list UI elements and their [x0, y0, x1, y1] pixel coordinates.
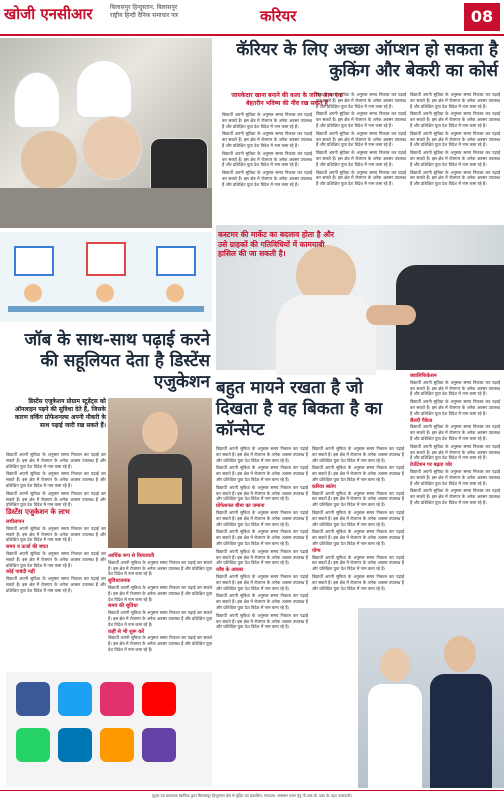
app-icon: [100, 728, 134, 762]
newspaper-logo: खोजी एनसीआर: [4, 5, 93, 23]
app-icon: [142, 682, 176, 716]
story-2-right-column: [410, 372, 500, 602]
dateline: [110, 4, 178, 20]
paragraph: विद्यार्थी अपनी सुविधा के अनुसार समय निकाल कर पढ़ाई कर सकते हैं। इस क्षेत्र में रोजगार के अनेक अवसर उपलब्ध हैं और प्रशिक्षित युवा देश विदेश में नाम कमा रहे हैं।: [316, 92, 406, 109]
paragraph: विद्यार्थी अपनी सुविधा के अनुसार समय निकाल कर पढ़ाई कर सकते हैं। इस क्षेत्र में रोजगार के अनेक अवसर उपलब्ध हैं और प्रशिक्षित युवा देश विदेश में नाम कमा रहे हैं।: [312, 554, 404, 572]
paragraph: विद्यार्थी अपनी सुविधा के अनुसार समय निकाल कर पढ़ाई कर सकते हैं। इस क्षेत्र में रोजगार के अनेक अवसर उपलब्ध हैं और प्रशिक्षित युवा देश विदेश में नाम कमा रहे हैं।: [222, 170, 312, 187]
student-face: [142, 412, 178, 452]
paragraph: विद्यार्थी अपनी सुविधा के अनुसार समय निकाल कर पढ़ाई कर सकते हैं। इस क्षेत्र में रोजगार के अनेक अवसर उपलब्ध हैं और प्रशिक्षित युवा देश विदेश में नाम कमा रहे हैं।: [312, 446, 404, 463]
subhead-eligibility: योग्य: [312, 547, 321, 554]
paragraph: विद्यार्थी अपनी सुविधा के अनुसार समय निकाल कर पढ़ाई कर सकते हैं। इस क्षेत्र में रोजगार के अनेक अवसर उपलब्ध हैं और प्रशिक्षित युवा देश विदेश में नाम कमा रहे हैं।: [312, 490, 404, 508]
handshake-hands: [366, 305, 416, 325]
laptop-icon: [156, 246, 196, 276]
paragraph: विद्यार्थी अपनी सुविधा के अनुसार समय निकाल कर पढ़ाई कर सकते हैं। इस क्षेत्र में रोजगार के अनेक अवसर उपलब्ध हैं और प्रशिक्षित युवा देश विदेश में नाम कमा रहे हैं।: [410, 424, 500, 441]
app-icon: [142, 728, 176, 762]
footer-imprint: मुद्रक एवं प्रकाशक स्वामित्व द्वारा बिलासपुर हिन्दुस्तान प्रेस से मुद्रित एवं प्रकाशित, संपादक: समाचार चयन हेतु पी.आर.बी. एक्ट के तहत उत्तरदायी।: [0, 790, 504, 800]
app-icon: [58, 728, 92, 762]
paragraph: विद्यार्थी अपनी सुविधा के अनुसार समय निकाल कर पढ़ाई कर सकते हैं। इस क्षेत्र में रोजगार के अनेक अवसर उपलब्ध हैं और प्रशिक्षित युवा देश विदेश में नाम कमा रहे हैं।: [410, 130, 500, 148]
paragraph: विद्यार्थी अपनी सुविधा के अनुसार समय निकाल कर पढ़ाई कर सकते हैं। इस क्षेत्र में रोजगार के अनेक अवसर उपलब्ध हैं और प्रशिक्षित युवा देश विदेश में नाम कमा रहे हैं।: [216, 612, 308, 630]
man-shirt: [276, 295, 376, 375]
paragraph: विद्यार्थी अपनी सुविधा के अनुसार समय निकाल कर पढ़ाई कर सकते हैं। इस क्षेत्र में रोजगार के अनेक अवसर उपलब्ध हैं और प्रशिक्षित युवा देश विदेश में नाम कमा रहे हैं।: [216, 529, 308, 546]
paragraph: विद्यार्थी अपनी सुविधा के अनुसार समय निकाल कर पढ़ाई कर सकते हैं। इस क्षेत्र में रोजगार के अनेक अवसर उपलब्ध हैं और प्रशिक्षित युवा देश विदेश में नाम कमा रहे हैं।: [6, 550, 106, 568]
student-with-books-photo: [108, 398, 212, 548]
paragraph: विद्यार्थी अपनी सुविधा के अनुसार समय निकाल कर पढ़ाई कर सकते हैं। इस क्षेत्र में रोजगार के अनेक अवसर उपलब्ध हैं और प्रशिक्षित युवा देश विदेश में नाम कमा रहे हैं।: [6, 471, 106, 488]
dateline-line-2: राष्ट्रीय हिन्दी दैनिक समाचार पत्र: [110, 12, 178, 19]
paragraph: विद्यार्थी अपनी सुविधा के अनुसार समय निकाल कर पढ़ाई कर सकते हैं। इस क्षेत्र में रोजगार के अनेक अवसर उपलब्ध हैं और प्रशिक्षित युवा देश विदेश में नाम कमा रहे हैं।: [6, 525, 106, 543]
business-couple-photo: [358, 608, 504, 788]
paragraph: विद्यार्थी अपनी सुविधा के अनुसार समय निकाल कर पढ़ाई कर सकते हैं। इस क्षेत्र में रोजगार के अनेक अवसर उपलब्ध हैं और प्रशिक्षित युवा देश विदेश में नाम कमा रहे हैं।: [316, 169, 406, 187]
paragraph: विद्यार्थी अपनी सुविधा के अनुसार समय निकाल कर पढ़ाई कर सकते हैं। इस क्षेत्र में रोजगार के अनेक अवसर उपलब्ध हैं और प्रशिक्षित युवा देश विदेश में नाम कमा रहे हैं।: [216, 509, 308, 527]
paragraph: विद्यार्थी अपनी सुविधा के अनुसार समय निकाल कर पढ़ाई कर सकते हैं। इस क्षेत्र में रोजगार के अनेक अवसर उपलब्ध हैं और प्रशिक्षित युवा देश विदेश में नाम कमा रहे हैं।: [216, 548, 308, 566]
dateline-line-1: बिलासपुर हिन्दुस्तान, बिलासपुर: [110, 4, 178, 11]
subhead-presentation: प्रेजेंटेशन पर बढ़ता जोर: [410, 462, 453, 469]
woman-body: [368, 684, 422, 788]
masthead: [0, 0, 504, 36]
subhead-job-opportunities: जॉब के अवसर: [216, 567, 244, 574]
subhead-saving: समय व ऊर्जा की बचत: [6, 544, 48, 551]
kitchen-counter: [0, 188, 212, 228]
desk-line: [8, 306, 204, 312]
paragraph: विद्यार्थी अपनी सुविधा के अनुसार समय निकाल कर पढ़ाई कर सकते हैं। इस क्षेत्र में रोजगार के अनेक अवसर उपलब्ध हैं और प्रशिक्षित युवा देश विदेश में नाम कमा रहे हैं।: [222, 131, 312, 148]
paragraph: विद्यार्थी अपनी सुविधा के अनुसार समय निकाल कर पढ़ाई कर सकते हैं। इस क्षेत्र में रोजगार के अनेक अवसर उपलब्ध हैं और प्रशिक्षित युवा देश विदेश में नाम कमा रहे हैं।: [222, 150, 312, 168]
story-3-right-column: [108, 552, 212, 668]
paragraph: विद्यार्थी अपनी सुविधा के अनुसार समय निकाल कर पढ़ाई कर सकते हैं। इस क्षेत्र में रोजगार के अनेक अवसर उपलब्ध हैं और प्रशिक्षित युवा देश विदेश में नाम कमा रहे हैं।: [216, 465, 308, 482]
paragraph: विद्यार्थी अपनी सुविधा के अनुसार समय निकाल कर पढ़ाई कर सकते हैं। इस क्षेत्र में रोजगार के अनेक अवसर उपलब्ध हैं और प्रशिक्षित युवा देश विदेश में नाम कमा रहे हैं।: [410, 399, 500, 416]
paragraph: विद्यार्थी अपनी सुविधा के अनुसार समय निकाल कर पढ़ाई कर सकते हैं। इस क्षेत्र में रोजगार के अनेक अवसर उपलब्ध हैं और प्रशिक्षित युवा देश विदेश में नाम कमा रहे हैं।: [312, 573, 404, 591]
story-1-highlight: जायकेदार खाना बनाने की कला के जरिए आप एक बेहतरीन भविष्य की नींव रख सकते हैं: [231, 92, 343, 107]
benefits-box-title: डिस्टेंस एजुकेशन के लाभ: [6, 508, 70, 516]
story-3-lead: डिस्टेंस एजुकेशन प्रोग्राम स्टूडेंट्स को ऑनलाइन पढ़ने की सुविधा देते हैं, जिसके कारण वर्किंग प्रोफेशनल्स अपनी नौकरी के साथ पढ़ाई जारी रख सकते हैं।: [14, 398, 106, 429]
page-number: 08: [464, 3, 500, 31]
subhead-no-restriction: कोई पाबंदी नहीं: [6, 569, 35, 576]
paragraph: विद्यार्थी अपनी सुविधा के अनुसार समय निकाल कर पढ़ाई कर सकते हैं। इस क्षेत्र में रोजगार के अनेक अवसर उपलब्ध हैं और प्रशिक्षित युवा देश विदेश में नाम कमा रहे हैं।: [410, 150, 500, 167]
subhead-salary: सैलरी पैकेज: [410, 417, 433, 424]
student-icon: [96, 284, 114, 302]
paragraph: विद्यार्थी अपनी सुविधा के अनुसार समय निकाल कर पढ़ाई कर सकते हैं। इस क्षेत्र में रोजगार के अनेक अवसर उपलब्ध हैं और प्रशिक्षित युवा देश विदेश में नाम कमा रहे हैं।: [410, 443, 500, 461]
student-icon: [166, 284, 184, 302]
app-icon: [16, 728, 50, 762]
story-3-left-column: [6, 518, 106, 668]
story-2-headline: बहुत मायने रखता है जो दिखता है वह बिकता है का कॉन्सेप्ट: [216, 378, 383, 440]
story-1-column-2: [316, 92, 406, 222]
paragraph: विद्यार्थी अपनी सुविधा के अनुसार समय निकाल कर पढ़ाई कर सकते हैं। इस क्षेत्र में रोजगार के अनेक अवसर उपलब्ध हैं और प्रशिक्षित युवा देश विदेश में नाम कमा रहे हैं।: [6, 576, 106, 593]
story-3-headline: जॉब के साथ-साथ पढ़ाई करने की सहूलियत देता है डिस्टेंस एजुकेशन: [24, 330, 210, 392]
chef-face-center: [82, 116, 142, 180]
man-face: [444, 636, 476, 672]
paragraph: विद्यार्थी अपनी सुविधा के अनुसार समय निकाल कर पढ़ाई कर सकते हैं। इस क्षेत्र में रोजगार के अनेक अवसर उपलब्ध हैं और प्रशिक्षित युवा देश विदेश में नाम कमा रहे हैं।: [6, 490, 106, 508]
paragraph: विद्यार्थी अपनी सुविधा के अनुसार समय निकाल कर पढ़ाई कर सकते हैं। इस क्षेत्र में रोजगार के अनेक अवसर उपलब्ध हैं और प्रशिक्षित युवा देश विदेश में नाम कमा रहे हैं।: [410, 169, 500, 187]
app-icons-photo: [6, 672, 212, 786]
paragraph: विद्यार्थी अपनी सुविधा के अनुसार समय निकाल कर पढ़ाई कर सकते हैं। इस क्षेत्र में रोजगार के अनेक अवसर उपलब्ध हैं और प्रशिक्षित युवा देश विदेश में नाम कमा रहे हैं।: [410, 468, 500, 486]
chefs-kitchen-photo: [0, 38, 212, 228]
woman-face: [380, 648, 410, 682]
paragraph: विद्यार्थी अपनी सुविधा के अनुसार समय निकाल कर पढ़ाई कर सकते हैं। इस क्षेत्र में रोजगार के अनेक अवसर उपलब्ध हैं और प्रशिक्षित युवा देश विदेश में नाम कमा रहे हैं।: [410, 111, 500, 128]
laptop-icon: [14, 246, 54, 276]
online-learning-illustration: [0, 232, 212, 322]
paragraph: विद्यार्थी अपनी सुविधा के अनुसार समय निकाल कर पढ़ाई कर सकते हैं। इस क्षेत्र में रोजगार के अनेक अवसर उपलब्ध हैं और प्रशिक्षित युवा देश विदेश में नाम कमा रहे हैं।: [410, 488, 500, 505]
app-icon: [16, 682, 50, 716]
paragraph: विद्यार्थी अपनी सुविधा के अनुसार समय निकाल कर पढ़ाई कर सकते हैं। इस क्षेत्र में रोजगार के अनेक अवसर उपलब्ध हैं और प्रशिक्षित युवा देश विदेश में नाम कमा रहे हैं।: [108, 635, 212, 652]
subhead-start-anywhere: कहीं से भी शुरू करें: [108, 628, 145, 635]
paragraph: विद्यार्थी अपनी सुविधा के अनुसार समय निकाल कर पढ़ाई कर सकते हैं। इस क्षेत्र में रोजगार के अनेक अवसर उपलब्ध हैं और प्रशिक्षित युवा देश विदेश में नाम कमा रहे हैं।: [216, 446, 308, 463]
subhead-time: समय की सुविधा: [108, 603, 138, 610]
chef-hat-center: [76, 60, 132, 118]
story-1-column-1: [222, 112, 312, 222]
paragraph: विद्यार्थी अपनी सुविधा के अनुसार समय निकाल कर पढ़ाई कर सकते हैं। इस क्षेत्र में रोजगार के अनेक अवसर उपलब्ध हैं और प्रशिक्षित युवा देश विदेश में नाम कमा रहे हैं।: [410, 379, 500, 397]
app-icon: [100, 682, 134, 716]
subhead-qualification: क्वालिफिकेशन: [410, 373, 437, 379]
paragraph: विद्यार्थी अपनी सुविधा के अनुसार समय निकाल कर पढ़ाई कर सकते हैं। इस क्षेत्र में रोजगार के अनेक अवसर उपलब्ध हैं और प्रशिक्षित युवा देश विदेश में नाम कमा रहे हैं।: [410, 92, 500, 109]
story-1-headline: कॅरियर के लिए अच्छा ऑप्शन हो सकता है कुकिंग और बेकरी का कोर्स: [236, 40, 498, 81]
subhead-insurance: प्रोफेशनल बीमा का जमाना: [216, 503, 265, 510]
paragraph: विद्यार्थी अपनी सुविधा के अनुसार समय निकाल कर पढ़ाई कर सकते हैं। इस क्षेत्र में रोजगार के अनेक अवसर उपलब्ध हैं और प्रशिक्षित युवा देश विदेश में नाम कमा रहे हैं।: [108, 584, 212, 602]
paragraph: विद्यार्थी अपनी सुविधा के अनुसार समय निकाल कर पढ़ाई कर सकते हैं। इस क्षेत्र में रोजगार के अनेक अवसर उपलब्ध हैं और प्रशिक्षित युवा देश विदेश में नाम कमा रहे हैं।: [216, 484, 308, 502]
paragraph: विद्यार्थी अपनी सुविधा के अनुसार समय निकाल कर पढ़ाई कर सकते हैं। इस क्षेत्र में रोजगार के अनेक अवसर उपलब्ध हैं और प्रशिक्षित युवा देश विदेश में नाम कमा रहे हैं।: [312, 465, 404, 482]
story-3-intro-column: [6, 452, 106, 508]
paragraph: विद्यार्थी अपनी सुविधा के अनुसार समय निकाल कर पढ़ाई कर सकते हैं। इस क्षेत्र में रोजगार के अनेक अवसर उपलब्ध हैं और प्रशिक्षित युवा देश विदेश में नाम कमा रहे हैं।: [222, 112, 312, 129]
chef-hat-left: [14, 72, 60, 128]
paragraph: विद्यार्थी अपनी सुविधा के अनुसार समय निकाल कर पढ़ाई कर सकते हैं। इस क्षेत्र में रोजगार के अनेक अवसर उपलब्ध हैं और प्रशिक्षित युवा देश विदेश में नाम कमा रहे हैं।: [316, 130, 406, 148]
paragraph: विद्यार्थी अपनी सुविधा के अनुसार समय निकाल कर पढ़ाई कर सकते हैं। इस क्षेत्र में रोजगार के अनेक अवसर उपलब्ध हैं और प्रशिक्षित युवा देश विदेश में नाम कमा रहे हैं।: [108, 559, 212, 577]
chef-face-left: [20, 130, 78, 190]
paragraph: विद्यार्थी अपनी सुविधा के अनुसार समय निकाल कर पढ़ाई कर सकते हैं। इस क्षेत्र में रोजगार के अनेक अवसर उपलब्ध हैं और प्रशिक्षित युवा देश विदेश में नाम कमा रहे हैं।: [216, 573, 308, 591]
story-2-column-1: [216, 446, 308, 786]
paragraph: विद्यार्थी अपनी सुविधा के अनुसार समय निकाल कर पढ़ाई कर सकते हैं। इस क्षेत्र में रोजगार के अनेक अवसर उपलब्ध हैं और प्रशिक्षित युवा देश विदेश में नाम कमा रहे हैं।: [316, 111, 406, 128]
student-icon: [24, 284, 42, 302]
paragraph: विद्यार्थी अपनी सुविधा के अनुसार समय निकाल कर पढ़ाई कर सकते हैं। इस क्षेत्र में रोजगार के अनेक अवसर उपलब्ध हैं और प्रशिक्षित युवा देश विदेश में नाम कमा रहे हैं।: [216, 593, 308, 610]
screen-icon: [86, 242, 126, 276]
subhead-convenient: सुविधाजनक: [108, 578, 131, 585]
subhead-flexibility: लचीलापन: [6, 519, 25, 525]
books: [138, 478, 182, 504]
subhead-career-scope: करियर स्कोप: [312, 483, 336, 490]
man-suit: [430, 674, 492, 788]
paragraph: विद्यार्थी अपनी सुविधा के अनुसार समय निकाल कर पढ़ाई कर सकते हैं। इस क्षेत्र में रोजगार के अनेक अवसर उपलब्ध हैं और प्रशिक्षित युवा देश विदेश में नाम कमा रहे हैं।: [312, 529, 404, 546]
paragraph: विद्यार्थी अपनी सुविधा के अनुसार समय निकाल कर पढ़ाई कर सकते हैं। इस क्षेत्र में रोजगार के अनेक अवसर उपलब्ध हैं और प्रशिक्षित युवा देश विदेश में नाम कमा रहे हैं।: [312, 509, 404, 527]
paragraph: विद्यार्थी अपनी सुविधा के अनुसार समय निकाल कर पढ़ाई कर सकते हैं। इस क्षेत्र में रोजगार के अनेक अवसर उपलब्ध हैं और प्रशिक्षित युवा देश विदेश में नाम कमा रहे हैं।: [108, 610, 212, 627]
paragraph: विद्यार्थी अपनी सुविधा के अनुसार समय निकाल कर पढ़ाई कर सकते हैं। इस क्षेत्र में रोजगार के अनेक अवसर उपलब्ध हैं और प्रशिक्षित युवा देश विदेश में नाम कमा रहे हैं।: [6, 452, 106, 469]
section-title: करियर: [260, 7, 297, 25]
app-icon: [58, 682, 92, 716]
story-1-column-3: [410, 92, 500, 222]
story-2-pull-quote: कस्टमर की मार्केट का बदलाव होता है और उसे ग्राहकों की गतिविधियों में कामयाबी हासिल की जा सकती है।: [218, 230, 334, 258]
subhead-affordable: आर्थिक रूप से किफायती: [108, 553, 155, 559]
paragraph: विद्यार्थी अपनी सुविधा के अनुसार समय निकाल कर पढ़ाई कर सकते हैं। इस क्षेत्र में रोजगार के अनेक अवसर उपलब्ध हैं और प्रशिक्षित युवा देश विदेश में नाम कमा रहे हैं।: [316, 150, 406, 167]
